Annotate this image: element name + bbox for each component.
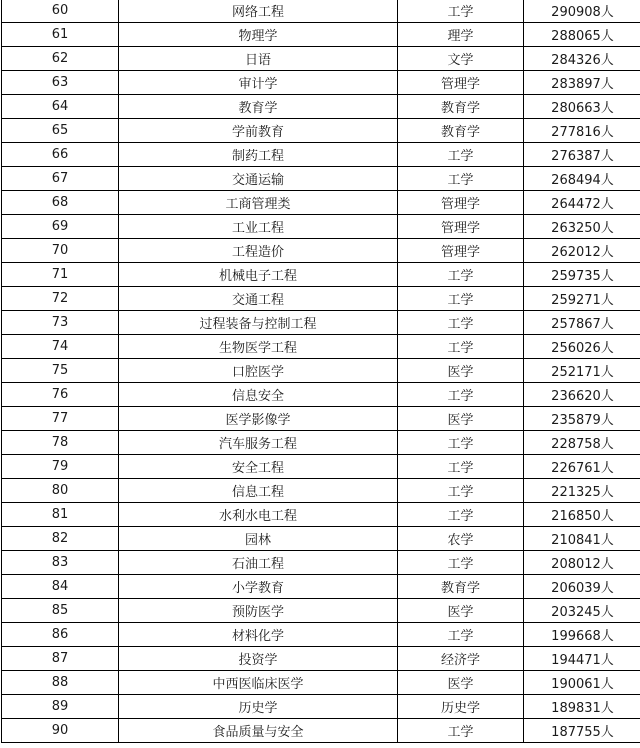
table-row: [2, 695, 640, 719]
table-row: [2, 0, 640, 23]
major-name-cell: 园林: [119, 527, 398, 551]
discipline-category-cell: 经济学: [398, 647, 524, 671]
student-count-cell: 259271人: [524, 287, 640, 311]
table-row: [2, 407, 640, 431]
major-name-cell: 石油工程: [119, 551, 398, 575]
student-count-cell: 216850人: [524, 503, 640, 527]
major-name-cell: 预防医学: [119, 599, 398, 623]
student-count-cell: 268494人: [524, 167, 640, 191]
rank-cell: 60: [2, 0, 119, 23]
table-body: [2, 0, 640, 743]
major-name-cell: 汽车服务工程: [119, 431, 398, 455]
student-count-cell: 257867人: [524, 311, 640, 335]
discipline-category-cell: 历史学: [398, 695, 524, 719]
major-name-cell: 制药工程: [119, 143, 398, 167]
table-row: [2, 215, 640, 239]
discipline-category-cell: 工学: [398, 623, 524, 647]
student-count-cell: 228758人: [524, 431, 640, 455]
table-row: [2, 191, 640, 215]
table-row: [2, 287, 640, 311]
major-name-cell: 物理学: [119, 23, 398, 47]
discipline-category-cell: 工学: [398, 287, 524, 311]
major-name-cell: 医学影像学: [119, 407, 398, 431]
student-count-cell: 276387人: [524, 143, 640, 167]
table-row: [2, 311, 640, 335]
student-count-cell: 199668人: [524, 623, 640, 647]
discipline-category-cell: 工学: [398, 431, 524, 455]
discipline-category-cell: 工学: [398, 167, 524, 191]
discipline-category-cell: 工学: [398, 263, 524, 287]
discipline-category-cell: 农学: [398, 527, 524, 551]
discipline-category-cell: 工学: [398, 0, 524, 23]
table-row: [2, 575, 640, 599]
student-count-cell: 190061人: [524, 671, 640, 695]
rank-cell: 61: [2, 23, 119, 47]
discipline-category-cell: 管理学: [398, 191, 524, 215]
discipline-category-cell: 工学: [398, 311, 524, 335]
student-count-cell: 235879人: [524, 407, 640, 431]
major-name-cell: 工业工程: [119, 215, 398, 239]
discipline-category-cell: 工学: [398, 143, 524, 167]
student-count-cell: 259735人: [524, 263, 640, 287]
rank-cell: 80: [2, 479, 119, 503]
major-name-cell: 口腔医学: [119, 359, 398, 383]
major-name-cell: 历史学: [119, 695, 398, 719]
table-row: [2, 455, 640, 479]
student-count-cell: 187755人: [524, 719, 640, 743]
discipline-category-cell: 文学: [398, 47, 524, 71]
rank-cell: 90: [2, 719, 119, 743]
rank-cell: 83: [2, 551, 119, 575]
rank-cell: 70: [2, 239, 119, 263]
major-name-cell: 审计学: [119, 71, 398, 95]
major-name-cell: 信息安全: [119, 383, 398, 407]
major-name-cell: 投资学: [119, 647, 398, 671]
rank-cell: 73: [2, 311, 119, 335]
rank-cell: 69: [2, 215, 119, 239]
rank-cell: 72: [2, 287, 119, 311]
student-count-cell: 288065人: [524, 23, 640, 47]
rank-cell: 84: [2, 575, 119, 599]
major-name-cell: 生物医学工程: [119, 335, 398, 359]
table-row: [2, 119, 640, 143]
table-row: [2, 71, 640, 95]
student-count-cell: 221325人: [524, 479, 640, 503]
student-count-cell: 262012人: [524, 239, 640, 263]
major-name-cell: 中西医临床医学: [119, 671, 398, 695]
student-count-cell: 210841人: [524, 527, 640, 551]
discipline-category-cell: 管理学: [398, 215, 524, 239]
major-name-cell: 过程装备与控制工程: [119, 311, 398, 335]
table-row: [2, 263, 640, 287]
major-name-cell: 交通工程: [119, 287, 398, 311]
discipline-category-cell: 医学: [398, 359, 524, 383]
major-name-cell: 食品质量与安全: [119, 719, 398, 743]
table-row: [2, 383, 640, 407]
student-count-cell: 280663人: [524, 95, 640, 119]
discipline-category-cell: 教育学: [398, 95, 524, 119]
table-row: [2, 719, 640, 743]
student-count-cell: 284326人: [524, 47, 640, 71]
major-name-cell: 工程造价: [119, 239, 398, 263]
student-count-cell: 256026人: [524, 335, 640, 359]
student-count-cell: 290908人: [524, 0, 640, 23]
rank-cell: 65: [2, 119, 119, 143]
rank-cell: 88: [2, 671, 119, 695]
major-name-cell: 教育学: [119, 95, 398, 119]
discipline-category-cell: 医学: [398, 407, 524, 431]
student-count-cell: 283897人: [524, 71, 640, 95]
rank-cell: 63: [2, 71, 119, 95]
student-count-cell: 194471人: [524, 647, 640, 671]
discipline-category-cell: 医学: [398, 599, 524, 623]
student-count-cell: 203245人: [524, 599, 640, 623]
student-count-cell: 208012人: [524, 551, 640, 575]
major-name-cell: 材料化学: [119, 623, 398, 647]
rank-cell: 82: [2, 527, 119, 551]
discipline-category-cell: 工学: [398, 479, 524, 503]
student-count-cell: 252171人: [524, 359, 640, 383]
rank-cell: 68: [2, 191, 119, 215]
student-count-cell: 277816人: [524, 119, 640, 143]
major-name-cell: 学前教育: [119, 119, 398, 143]
rank-cell: 89: [2, 695, 119, 719]
student-count-cell: 206039人: [524, 575, 640, 599]
table-row: [2, 23, 640, 47]
table-row: [2, 167, 640, 191]
student-count-cell: 236620人: [524, 383, 640, 407]
student-count-cell: 226761人: [524, 455, 640, 479]
discipline-category-cell: 理学: [398, 23, 524, 47]
major-name-cell: 小学教育: [119, 575, 398, 599]
major-name-cell: 信息工程: [119, 479, 398, 503]
rank-cell: 77: [2, 407, 119, 431]
discipline-category-cell: 工学: [398, 503, 524, 527]
discipline-category-cell: 管理学: [398, 71, 524, 95]
discipline-category-cell: 工学: [398, 383, 524, 407]
table-row: [2, 359, 640, 383]
rank-cell: 67: [2, 167, 119, 191]
student-count-cell: 189831人: [524, 695, 640, 719]
table-row: [2, 647, 640, 671]
rank-cell: 75: [2, 359, 119, 383]
table-row: [2, 479, 640, 503]
table-row: [2, 599, 640, 623]
table-row: [2, 623, 640, 647]
table-row: [2, 527, 640, 551]
major-name-cell: 工商管理类: [119, 191, 398, 215]
major-ranking-table: [1, 0, 640, 743]
major-name-cell: 机械电子工程: [119, 263, 398, 287]
rank-cell: 85: [2, 599, 119, 623]
discipline-category-cell: 工学: [398, 335, 524, 359]
table-row: [2, 503, 640, 527]
rank-cell: 87: [2, 647, 119, 671]
rank-cell: 81: [2, 503, 119, 527]
table-row: [2, 239, 640, 263]
table-row: [2, 671, 640, 695]
rank-cell: 66: [2, 143, 119, 167]
major-name-cell: 安全工程: [119, 455, 398, 479]
rank-cell: 62: [2, 47, 119, 71]
major-name-cell: 水利水电工程: [119, 503, 398, 527]
discipline-category-cell: 工学: [398, 455, 524, 479]
discipline-category-cell: 工学: [398, 719, 524, 743]
table-row: [2, 95, 640, 119]
rank-cell: 79: [2, 455, 119, 479]
table-row: [2, 335, 640, 359]
discipline-category-cell: 医学: [398, 671, 524, 695]
student-count-cell: 263250人: [524, 215, 640, 239]
rank-cell: 64: [2, 95, 119, 119]
major-name-cell: 网络工程: [119, 0, 398, 23]
discipline-category-cell: 教育学: [398, 575, 524, 599]
table-row: [2, 47, 640, 71]
table-row: [2, 431, 640, 455]
discipline-category-cell: 工学: [398, 551, 524, 575]
major-name-cell: 交通运输: [119, 167, 398, 191]
discipline-category-cell: 管理学: [398, 239, 524, 263]
student-count-cell: 264472人: [524, 191, 640, 215]
rank-cell: 71: [2, 263, 119, 287]
major-name-cell: 日语: [119, 47, 398, 71]
rank-cell: 76: [2, 383, 119, 407]
rank-cell: 78: [2, 431, 119, 455]
discipline-category-cell: 教育学: [398, 119, 524, 143]
rank-cell: 86: [2, 623, 119, 647]
rank-cell: 74: [2, 335, 119, 359]
table-row: [2, 143, 640, 167]
table-row: [2, 551, 640, 575]
